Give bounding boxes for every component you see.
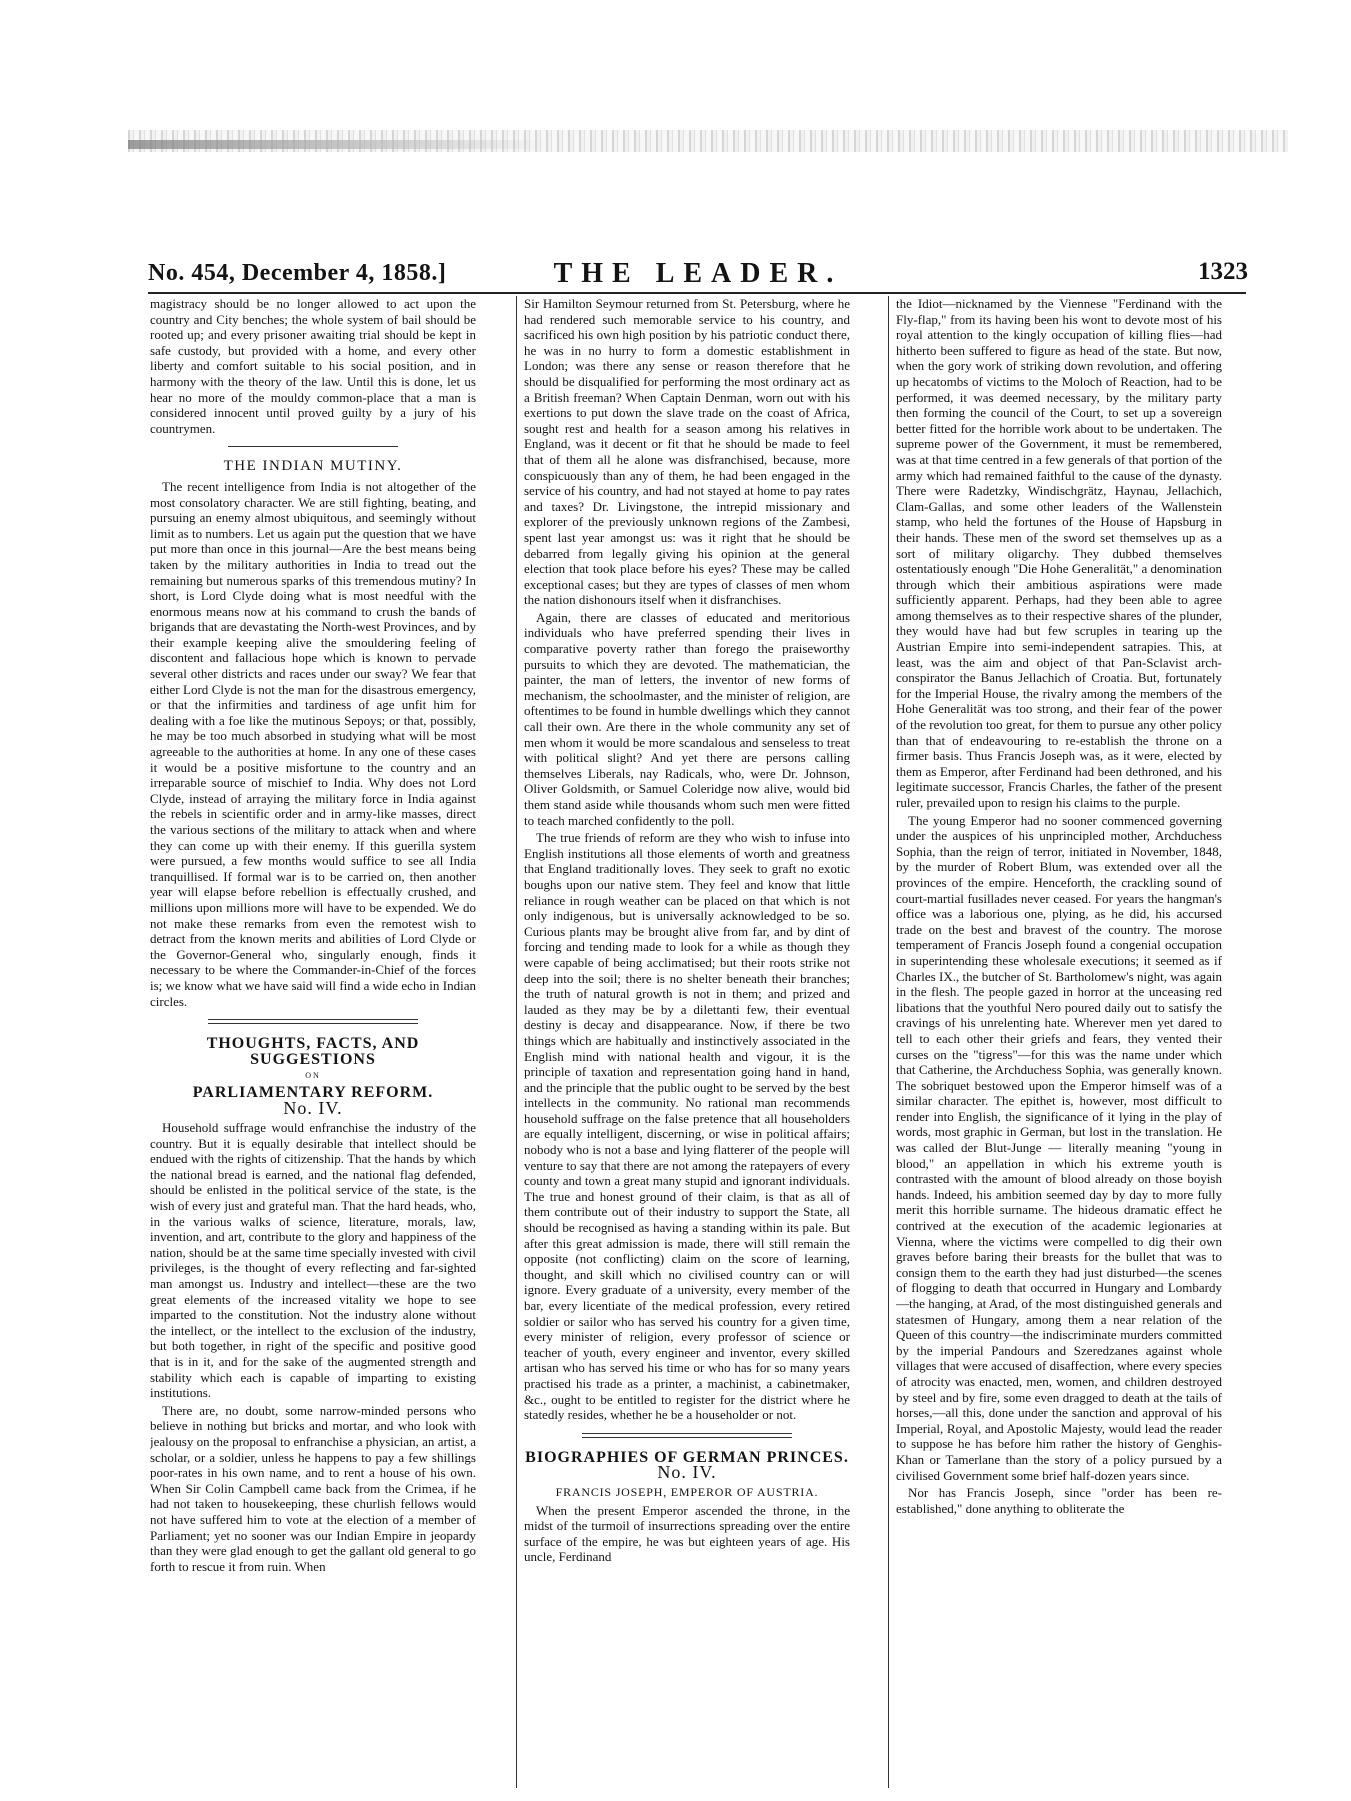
issue-date: No. 454, December 4, 1858.]: [148, 260, 447, 286]
section-subheading: FRANCIS JOSEPH, EMPEROR OF AUSTRIA.: [555, 1484, 819, 1499]
section-number: No. IV.: [657, 1462, 717, 1483]
scan-smudge-dark: [128, 140, 548, 149]
section-heading: THE INDIAN MUTINY.: [223, 458, 403, 475]
masthead-rule: [148, 292, 1246, 294]
page-number: 1323: [1198, 258, 1248, 285]
article-paragraph: magistracy should be no longer allowed to act upon the country and City benches; the whole system of bail should be rooted up; and every prisoner awaiting trial should be kept in safe custody, but provided with a home, and every other liberty and comfort suitable to his social position, and in harmony with the theory of the law. Until this is done, let us hear no more of the mouldy common-place that a man is considered innocent until proved guilty by a jury of his countrymen.: [150, 296, 476, 436]
article-paragraph: Again, there are classes of educated and meritorious individuals who have preferred spending their lives in comparative poverty rather than forego the praiseworthy pursuits to which they are devoted. The mathematician, the painter, the man of letters, the inventor of new forms of mechanism, the schoolmaster, and the minister of religion, are oftentimes to be found in humble dwellings which they cannot call their own. Are there in the whole community any set of men whom it would be more scandalous and senseless to treat with political slight? And yet there are persons calling themselves Liberals, nay Radicals, who, were Dr. Johnson, Oliver Goldsmith, or Samuel Coleridge now alive, would bid them stand aside while thousands whom such men were fitted to teach marched confidently to the poll.: [524, 609, 850, 828]
masthead: [148, 258, 1248, 290]
section-heading: BIOGRAPHIES OF GERMAN PRINCES.: [525, 1448, 849, 1466]
article-paragraph: Sir Hamilton Seymour returned from St. Petersburg, where he had rendered such memorable service to his country, and sacrificed his own high position by his patriotic conduct there, he was in no hurry to form a domestic establishment in London; was there any sense or reason therefore that he should be disqualified for performing the most ordinary act as a British freeman? When Captain Denman, worn out with his exertions to put down the slave trade on the coast of Africa, sought rest and health for a season among his relatives in England, was it decent or fit that he should be made to feel that of them all he alone was disfranchised, because, more conspicuously than any of them, he had been engaged in the service of his country, and had not stayed at home to pay rates and taxes? Dr. Livingstone, the intrepid missionary and explorer of the previously unknown regions of the Zambesi, spent last year amongst us: was it right that he should be debarred from legally giving his opinion at the general election that took place before his eyes? These may be called exceptional cases; but they are types of classes of men whom the nation dishonours itself when it disfranchises.: [524, 296, 850, 608]
column-1: [150, 296, 476, 1788]
article-paragraph: The true friends of reform are they who wish to infuse into English institutions all those elements of worth and greatness that England traditionally loves. They seek to graft no exotic boughs upon our native stem. They feel and know that little reliance in rough weather can be placed on that which is not only indigenous, but is universally acknowledged to be so. Curious plants may be brought alive from far, and by dint of forcing and tending made to look for a while as though they were capable of being acclimatised; but their roots strike not deep into the soil; there is no shelter beneath their branches; the truth of natural growth is not in them; and prized and lauded as they may be by a dilettanti few, their eventual destiny is decay and disappearance. Now, if there be two things which are habitually and instinctively associated in the English mind with national health and vigour, it is the principle of taxation and representation going hand in hand, and the principle that the public ought to be served by the best intellects in the community. No rational man recommends household suffrage on the false pretence that all householders are equally intelligent, discerning, or wise in political affairs; nobody who is not a base and lying flatterer of the people will venture to say that there are not among the ratepayers of every county and town a great many stupid and ignorant individuals. The true and honest ground of their claim, is that as all of them contribute out of their industry to support the State, all should be recognised as having a standing within its pale. But after this great admission is made, there will still remain the opposite (not conflicting) claim on the score of learning, thought, and skill which no civilised country can or will ignore. Every graduate of a university, every member of the bar, every licentiate of the medical profession, every retired soldier or sailor who has served his country for a given time, every minister of religion, every professor of science or teacher of youth, every engineer and inventor, every skilled artisan who has served his time or who has for so many years practised his trade as a printer, a machinist, a cabinetmaker, &c., ought to be entitled to register for the district where he statedly resides, whether he be a householder or not.: [524, 830, 850, 1423]
section-heading-on: ON: [305, 1071, 321, 1081]
section-rule: [228, 446, 398, 447]
newspaper-title: THE LEADER.: [553, 258, 843, 289]
article-paragraph: Nor has Francis Joseph, since "order has been re-established," done anything to obliterate the: [896, 1485, 1222, 1516]
column-2: [524, 296, 850, 1788]
article-paragraph: Household suffrage would enfranchise the industry of the country. But it is equally desirable that intellect should be endued with the rights of citizenship. That the hands by which the national bread is earned, and the national flag defended, should be enlisted in the political service of the state, is the wish of every just and grateful man. That the hard heads, who, in the various walks of science, literature, morals, law, invention, and art, contribute to the glory and happiness of the nation, should be at the same time specially invested with civil privileges, is the thought of every reflecting and far-sighted man amongst us. Industry and intellect—these are the two great elements of the increased vitality we hope to see imparted to the constitution. Not the industry alone without the intellect, or the intellect to the exclusion of the industry, but both together, in right of the specific and positive good that is in it, and for the sake of the augmented strength and stability which each is capable of imparting to existing institutions.: [150, 1120, 476, 1401]
column-divider-2: [888, 296, 889, 1788]
article-paragraph: The young Emperor had no sooner commenced governing under the auspices of his unprincipled mother, Archduchess Sophia, than the reign of terror, initiated in November, 1848, by the murder of Robert Blum, was extended over all the provinces of the empire. Henceforth, the crackling sound of court-martial fusillades never ceased. For years the hangman's office was a laborious one, plying, as he did, his accursed trade on the best and bravest of the country. The morose temperament of Francis Joseph found a congenial occupation in superintending these wholesale executions; it seemed as if Charles IX., the butcher of St. Bartholomew's night, was again in the flesh. The people gazed in horror at the unceasing red libations that the youthful Nero poured daily out to satisfy the cravings of his unrelenting hate. Wherever men yet dared to tell to each other their griefs and fears, they vented their curses on the "tigress"—for this was the name under which that Catherine, the Archduchess Sophia, was generally known. The sobriquet bestowed upon the Emperor himself was of a similar character. The epithet is, however, most difficult to render into English, the significance of it lying in the play of words, most graphic in German, but lost in the translation. He was called der Blut-Junge — literally meaning "young in blood," an appellation in which his extreme youth is contrasted with the amount of blood already on those boyish hands. Indeed, his ambition seemed day by day to more fully merit this horrible surname. The hideous dramatic effect he contrived at the execution of the academic legionaries at Vienna, where the victims were compelled to dig their own graves before baring their breasts for the bullet that was to consign them to the earth they had just disturbed—the scenes of flogging to death that occurred in Hungary and Lombardy—the hanging, at Arad, of the most distinguished generals and statesmen of Hungary, among them a near relation of the Queen of this country—the indiscriminate murders committed by the imperial Pandours and Szeredzanes against whole villages that were accused of disaffection, where every species of atrocity was enacted, men, women, and children destroyed by steel and by fire, some even dragged to death at the tails of horses,—all this, done under the sanction and approval of his Imperial, Royal, and Apostolic Majesty, would lead the reader to suppose he has before him rather the history of Genghis-Khan or Tamerlane than the story of a policy pursued by a civilised Government some brief half-dozen years since.: [896, 812, 1222, 1483]
article-paragraph: When the present Emperor ascended the throne, in the midst of the turmoil of insurrections spreading over the entire surface of the empire, he was but eighteen years of age. His uncle, Ferdinand: [524, 1502, 850, 1565]
column-3: [896, 296, 1222, 1788]
article-paragraph: The recent intelligence from India is not altogether of the most consolatory character. We are still fighting, beating, and pursuing an enemy almost ubiquitous, and seemingly without limit as to numbers. Let us again put the question that we have put more than once in this journal—Are the best means being taken by the military authorities in India to tread out the remaining but numerous sparks of this tremendous mutiny? In short, is Lord Clyde doing what is most needful with the enormous means now at his command to crush the bands of brigands that are devastating the North-west Provinces, and by their example keeping alive the smouldering feeling of discontent and fallacious hope which is known to pervade several other districts and races under our sway? We fear that either Lord Clyde is not the man for the disastrous emergency, or that the infirmities and tardiness of age unfit him for dealing with a foe like the mutinous Sepoys; or that, possibly, he may be too much absorbed in studying what will be most agreeable to the authorities at home. In any one of these cases it would be a positive misfortune to the country and an irreparable source of mischief to India. Why does not Lord Clyde, instead of arraying the military force in India against the rebels in scientific order and in army-like masses, direct the various sections of the military to attack when and where they can come up with their enemy. If this guerilla system were pursued, a few months would suffice to see all India tranquillised. If formal war is to be carried on, then another year will elapse before rebellion is effectually crushed, and millions upon millions more will have to be expended. We do not make these remarks from even the remotest wish to detract from the known merits and abilities of Lord Clyde or the Governor-General who, singularly enough, finds it necessary to be where the Commander-in-Chief of the forces is; we know what we have said will find a wide echo in Indian circles.: [150, 478, 476, 1009]
section-rule: [208, 1019, 418, 1024]
column-divider-1: [516, 296, 517, 1788]
article-paragraph: There are, no doubt, some narrow-minded persons who believe in nothing but bricks and mortar, and who look with jealousy on the proposal to enfranchise a physician, an artist, a scholar, or a soldier, unless he happens to pay a few shillings poor-rates in his own name, and to rent a house of his own. When Sir Colin Campbell came back from the Crimea, if he had not taken to housekeeping, these churlish fellows would not have suffered him to vote at the election of a member of Parliament; yet no sooner was our Indian Empire in jeopardy than they were glad enough to get the gallant old general to go forth to rescue it from ruin. When: [150, 1402, 476, 1574]
section-heading: PARLIAMENTARY REFORM.: [192, 1083, 434, 1101]
section-rule: [582, 1433, 792, 1438]
section-heading: THOUGHTS, FACTS, AND SUGGESTIONS: [206, 1035, 420, 1068]
section-number: No. IV.: [283, 1097, 343, 1118]
article-paragraph: the Idiot—nicknamed by the Viennese "Ferdinand with the Fly-flap," from its having been his wont to devote most of his royal attention to the kingly occupation of killing flies—had hitherto been suffered to figure as head of the state. But now, when the gory work of striking down revolution, and offering up hecatombs of victims to the Moloch of Reaction, had to be performed, it was deemed necessary, by the military party then forming the council of the Court, to set up a sovereign better fitted for the horrible work about to be undertaken. The supreme power of the Government, it must be remembered, was at that time centred in a few generals of that portion of the army which had remained faithful to the cause of the dynasty. There were Radetzky, Windischgrätz, Haynau, Jellachich, Clam-Gallas, and some other leaders of the Wallenstein stamp, who held the fortunes of the House of Hapsburg in their hands. These men of the sword set themselves up as a sort of military oligarchy. They dubbed themselves ostentatiously enough "Die Hohe Generalität," a denomination through which their ambitious aspirations were made sufficiently apparent. Perhaps, had they been able to agree among themselves as to their respective shares of the plunder, they would have had but few scruples in tearing up the Austrian Empire into semi-independent satrapies. This, at least, was the aim and object of that Pan-Sclavist arch-conspirator the Banus Jellachich of Croatia. But, fortunately for the Imperial House, the rivalry among the members of the Hohe Generalität was too strong, and their fear of the power of the revolution too great, for them to pursue any other policy than that of endeavouring to re-establish the throne on a firmer basis. Thus Francis Joseph was, as it were, elected by them as Emperor, after Ferdinand had been dethroned, and his legitimate successor, Francis Charles, the father of the present ruler, prevailed upon to resign his claims to the purple.: [896, 296, 1222, 810]
